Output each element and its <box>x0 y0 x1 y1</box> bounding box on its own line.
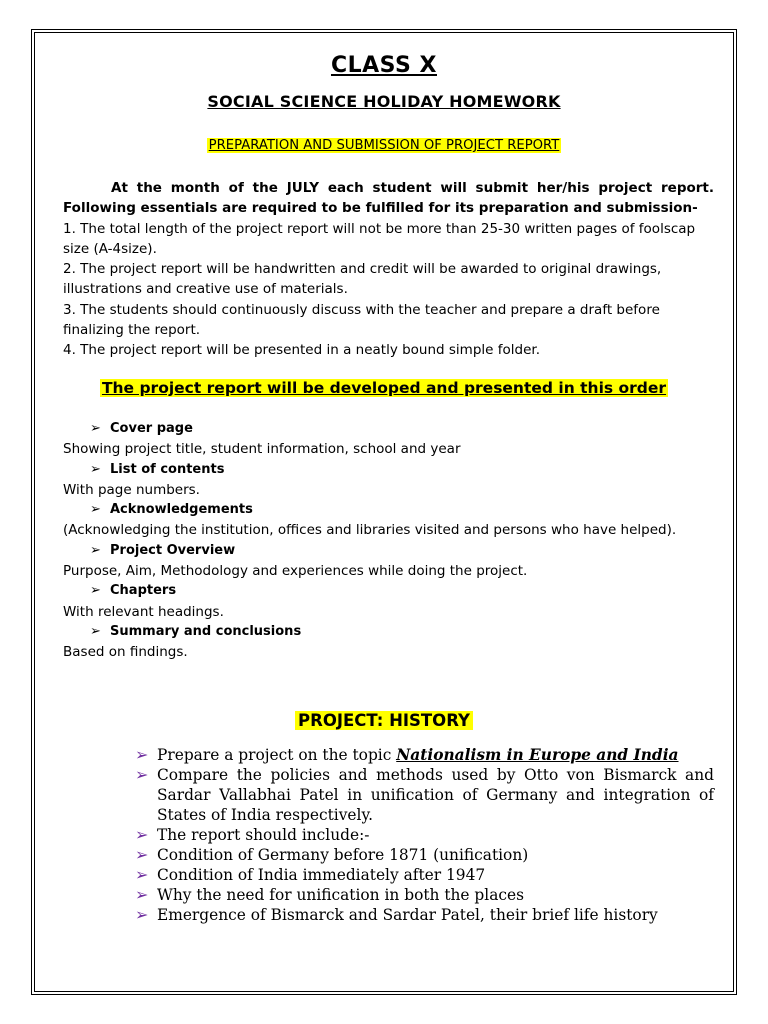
section-item-title <box>63 581 714 601</box>
arrow-bullet-icon: ➢ <box>135 765 149 784</box>
order-heading-text: The project report will be developed and presented in this order <box>101 379 667 397</box>
section-item-desc: With page numbers. <box>63 481 200 498</box>
section-title <box>0 138 768 153</box>
section-item-title <box>63 500 714 520</box>
section-title-label: Chapters <box>110 583 177 599</box>
history-item <box>135 745 714 765</box>
project-topic: Nationalism in Europe and India <box>396 746 679 764</box>
history-item <box>135 765 714 825</box>
arrow-bullet-icon: ➢ <box>135 905 149 924</box>
arrow-bullet-icon: ➢ <box>90 421 101 436</box>
intro-line-2: Following essentials are required to be fulfilled for its preparation and submission- <box>63 200 698 217</box>
arrow-bullet-icon: ➢ <box>90 502 101 518</box>
arrow-bullet-icon: ➢ <box>135 885 149 904</box>
history-item-text: Prepare a project on the topic <box>157 746 397 764</box>
order-heading <box>0 379 768 397</box>
class-title: CLASS X <box>330 53 437 78</box>
history-item-text: Compare the policies and methods used by Otto von Bismarck and Sardar Vallabhai Patel in unification of Germany and integration of States of India respectively. <box>157 766 714 824</box>
history-item <box>135 865 714 885</box>
section-title-label: List of contents <box>110 461 225 477</box>
history-item-text: The report should include:- <box>157 826 370 844</box>
history-heading-text: PROJECT: HISTORY <box>295 711 473 730</box>
section-item-desc: (Acknowledging the institution, offices and libraries visited and persons who have helped). <box>63 522 677 539</box>
section-title-label: Cover page <box>110 421 193 436</box>
arrow-bullet-icon: ➢ <box>135 745 149 764</box>
arrow-bullet-icon: ➢ <box>90 623 101 639</box>
history-heading <box>0 711 768 730</box>
section-item-title <box>63 460 714 480</box>
intro-block <box>63 178 714 361</box>
arrow-bullet-icon: ➢ <box>135 845 149 864</box>
arrow-bullet-icon: ➢ <box>90 461 101 477</box>
section-item-title <box>63 541 714 561</box>
history-item-text: Emergence of Bismarck and Sardar Patel, their brief life history <box>157 906 658 924</box>
history-item-text: Condition of India immediately after 1947 <box>157 866 486 884</box>
section-item-title <box>63 622 714 642</box>
subject-title: SOCIAL SCIENCE HOLIDAY HOMEWORK <box>207 92 561 111</box>
intro-point: 4. The project report will be presented in a neatly bound simple folder. <box>63 342 540 359</box>
intro-line-1: At the month of the JULY each student will submit her/his project report. <box>111 180 714 196</box>
intro-point: 3. The students should continuously discuss with the teacher and prepare a draft before finalizing the report. <box>63 301 660 339</box>
section-title-text: PREPARATION AND SUBMISSION OF PROJECT REPORT <box>208 138 560 153</box>
section-item-desc: Based on findings. <box>63 644 188 661</box>
section-item-desc: With relevant headings. <box>63 603 224 620</box>
history-item <box>135 845 714 865</box>
history-item-text: Why the need for unification in both the places <box>157 886 524 904</box>
history-item <box>135 905 714 925</box>
section-item-desc: Purpose, Aim, Methodology and experiences while doing the project. <box>63 563 528 580</box>
section-title-label: Summary and conclusions <box>110 623 302 639</box>
history-item <box>135 885 714 905</box>
arrow-bullet-icon: ➢ <box>90 542 101 558</box>
intro-point: 2. The project report will be handwritten and credit will be awarded to original drawings, illustrations and creative use of materials. <box>63 261 662 298</box>
section-title-label: Project Overview <box>110 542 236 558</box>
section-item-desc: Showing project title, student information, school and year <box>63 441 461 458</box>
history-item-text: Condition of Germany before 1871 (unification) <box>157 846 529 864</box>
history-item <box>135 825 714 845</box>
arrow-bullet-icon: ➢ <box>90 583 101 599</box>
section-title-label: Acknowledgements <box>110 502 253 518</box>
arrow-bullet-icon: ➢ <box>135 865 149 884</box>
history-list <box>135 745 714 925</box>
arrow-bullet-icon: ➢ <box>135 825 149 844</box>
section-item-title <box>63 419 714 439</box>
sections-list <box>63 419 714 663</box>
intro-point: 1. The total length of the project report will not be more than 25-30 written pages of foolscap size (A-4size). <box>63 220 696 257</box>
